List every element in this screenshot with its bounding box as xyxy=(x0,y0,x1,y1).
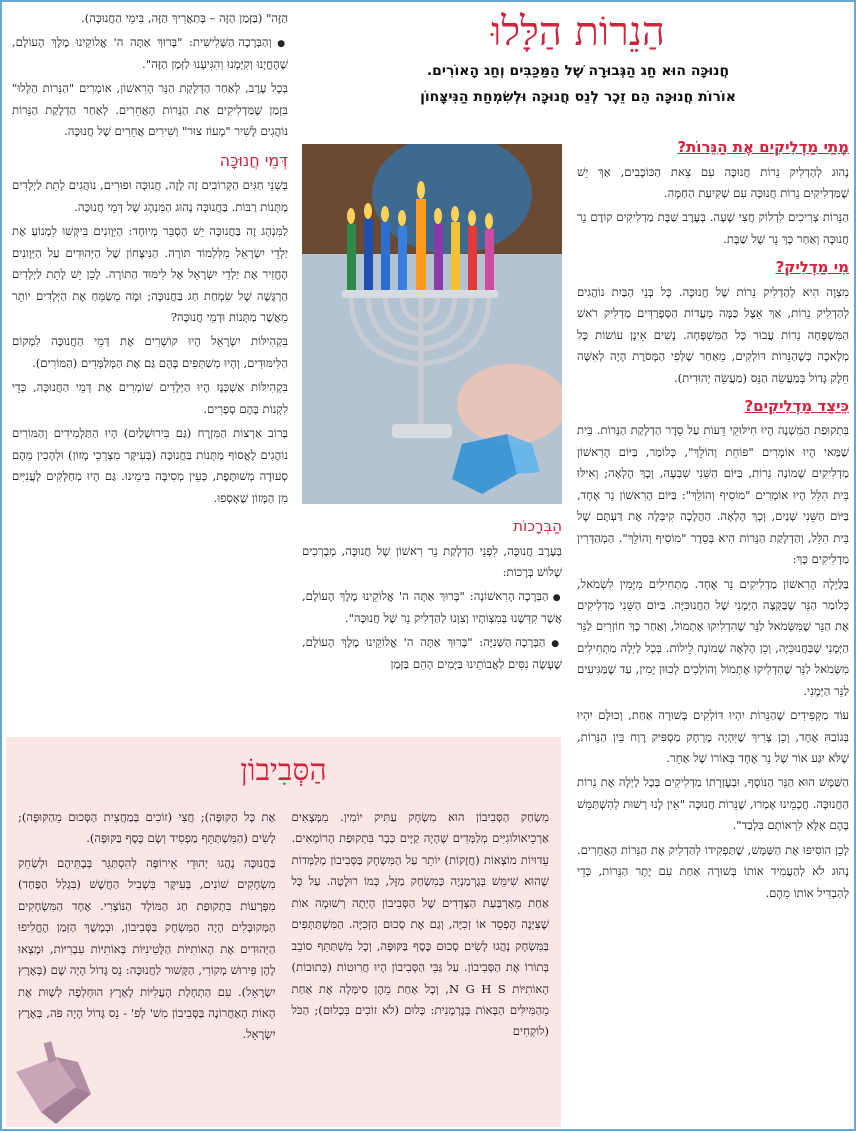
how-paragraph-3: עוֹד מַקְפִּידִים שֶׁהַנֵּרוֹת יִהְיוּ דּוֹלְקִים בְּשׁוּרָה אַחַת, וְכוּלָּם יִהְיוּ בְּגוֹבַהּ אֶחָד, וְכֵן צָרִיךְ שֶׁיִּהְיֶה מֶרְחָק מַסְפִּיק רֶוַח בֵּין הַנֵּרוֹת, שֶׁלֹּא יִגַּע אוֹר שֶׁל נֵר אֶחָד בְּאוֹרוֹ שֶׁל אַחֵר. xyxy=(577,708,849,765)
menorah-photo xyxy=(302,144,562,504)
blessings-after: בְּכָל עֶרֶב, לְאַחַר הַדְלָקַת הַנֵּר הָרִאשׁוֹן, אוֹמְרִים "הַנֵּרוֹת הַלָּלוּ" בִּזְמַן שֶׁמַּדְלִיקִים אֶת הַנֵּרוֹת הָאֲחֵרִים. לְאַחַר הַדְלָקַת הַנֵּרוֹת נוֹהֲגִים לָשִׁיר "מָעוֹז צוּר" וְשִׁירִים אֲחֵרִים שֶׁל חֲנוּכָּה. xyxy=(12,81,288,139)
blessing-2-continued: הַזֶּה" (בַּזְּמַן הַזֶּה – בְּתַאֲרִיךְ הַזֶּה, בִּימֵי הַחֲנוּכָּה). xyxy=(81,11,288,25)
how-paragraph-5: לָכֵן הוֹסִיפוּ אֶת הַשַּׁמָּשׁ, שֶׁתַּפְקִידוֹ לְהַדְלִיק אֶת הַנֵּרוֹת הָאֲחֵרִים. נָהוּג לֹא לְהַעֲמִיד אוֹתוֹ בְּשׁוּרָה אַחַת עִם יֶתֶר הַנֵּרוֹת, כְּדֵי לְהַבְדִּיל אוֹתוֹ מֵהֶם. xyxy=(577,842,849,900)
gelt-paragraph-5: בְּרוֹב אַרְצוֹת הַמִּזְרָח (גַּם בִּירוּשָׁלַיִם) הָיוּ הַתַּלְמִידִים וְהַמּוֹרִים נוֹהֲגִים לֶאֱסוֹף מַתָּנוֹת בַּחֲנוּכָּה (בְּעִיקָּר מִצְרְכֵי מָזוֹן) וּלְהָכִין מֵהֶם סְעוּדָה מְשׁוּתֶּפֶת, כְּעֵין מְסִיבָּה בִּימֵינוּ. גַּם הָיוּ מְחַלְּקִים לָעֲנִיִּים מִן הַמָּזוֹן שֶׁאָסְפוּ. xyxy=(12,426,288,505)
title-block xyxy=(302,8,854,109)
dreidel-box xyxy=(6,737,561,1127)
subtitle-line-1: חֲנוּכָּה הוּא חַג הַגְּבוּרָה שֶׁל הַמַּכַּבִּים וְחַג הָאוֹרִים. xyxy=(426,63,730,79)
gelt-paragraph-1: בְּשְׁנֵי חַגִּים הַקְּרוֹבִים זֶה לָזֶה, חֲנוּכָּה וּפוּרִים, נוֹהֲגִים לָתֵת לַיְלָדִים מַתָּנוֹת רַבּוֹת. בַּחֲנוּכָּה נָהוּג הַמִּנְהָג שֶׁל דְּמֵי חֲנוּכָּה. xyxy=(12,178,288,214)
dreidel-paragraph-2: אֶת כָּל הַקּוּפָּה); חֲצִי (זוֹכִים בְּמַחֲצִית הַסְּכוּם מֵהַקּוּפָּה); לָשִׂים (הַמִּשְׁתַּתֵּף מַפְסִיד וְשָׂם כֶּסֶף בַּקּוּפָּה). xyxy=(18,810,276,846)
subtitle-line-2: אוֹרוֹת חֲנוּכָּה הֵם זֵכֶר לְנֵס חֲנוּכָּה וּלְשִׂמְחַת הַנִּיצָּחוֹן xyxy=(420,89,736,106)
blessing-1: ● הַבְּרָכָה הָרִאשׁוֹנָה: "בָּרוּךְ אַתָּה ה' אֱלוֹקֵינוּ מֶלֶךְ הָעוֹלָם, אֲשֶׁר קִדְּשָׁנוּ בְּמִצְוֹתָיו וְצִוָּנוּ לְהַדְלִיק נֵר שֶׁל חֲנוּכָּה". xyxy=(302,586,562,629)
gelt-paragraph-4: בִּקְהִילּוֹת אַשְׁכְּנָז הָיוּ הַיְּלָדִים שׁוֹמְרִים אֶת דְּמֵי הַחֲנוּכָּה, כְּדֵי לִקְנוֹת בָּהֶם סְפָרִים. xyxy=(12,380,288,416)
how-paragraph-2: בַּלַּיְלָה הָרִאשׁוֹן מַדְלִיקִים נֵר אֶחָד. מַתְחִילִים מִיָּמִין לִשְׂמֹאל, כְּלוֹמַר הַנֵּר שֶׁבַּקְּצָה הַיְּמָנִי שֶׁל הַחֲנוּכִּיָּה. בַּיּוֹם הַשֵּׁנִי מַדְלִיקִים אֶת הַנֵּר שֶׁמִּשְּׂמֹאל לַנֵּר שֶׁהִדְלִיקוּ אֶתְמוֹל, וְאַחַר כָּךְ חוֹזְרִים לַנֵּר הַיְּמָנִי שֶׁבַּחֲנוּכִּיָּה, וְכֵן הָלְאָה שְׁמוֹנָה לֵילוֹת. בְּכָל לַיְלָה מַתְחִילִים מִשְּׂמֹאל לַנֵּר שֶׁהִדְלִיקוּ אֶתְמוֹל וְהוֹלְכִים לְכִוּוּן יָמִין, עַד שֶׁמַּגִּיעִים לַנֵּר הַיְּמָנִי. xyxy=(577,576,849,698)
when-paragraph-2: הַנֵּרוֹת צְרִיכִים לִדְלוֹק חֲצִי שָׁעָה. בְּעֶרֶב שַׁבָּת מַדְלִיקִים קוֹדֶם נֵר חֲנוּכָּה וְאַחַר כָּךְ נֵר שֶׁל שַׁבָּת. xyxy=(577,210,849,246)
menorah-illustration xyxy=(302,144,562,504)
dreidel-paragraph-1: מִשְׂחַק הַסְּבִיבוֹן הוּא מִשְׂחָק עַתִּיק יוֹמִין. מִמְּצָאִים אַרְכֵיאוֹלוֹגִיִּים מְלַמְּדִים שֶׁהָיָה קַיָּים כְּבָר בִּתְקוּפַת הָרוֹמָאִים. עֵדוּיוֹת מוֹצְאוֹת (חֲזָקוֹת) יוֹתֵר עַל הַמִּשְׂחָק בַּסְּבִיבוֹן מְלַמְּדוֹת שֶׁהוּא שִׁימֵּשׁ בְּגֶרְמַנְיָה כְּמִשְׂחַק מַזָּל, כְּמוֹ רוּלֶטָה. עַל כָּל אַחַת מֵאַרְבַּעַת הַצְּדָדִים שֶׁל הַסְּבִיבוֹן הָיְתָה רְשׁוּמָה אוֹת שֶׁצִּיְּנָה הֶפְסֵד אוֹ זְכִיָּה, וְגַם אֶת סְכוּם הַזְּכִיָּה. הַמִּשְׁתַּתְּפִים בַּמִּשְׂחָק נָהֲגוּ לָשִׂים סְכוּם כֶּסֶף בַּקּוּפָּה, וְכָל מִשְׁתַּתֵּף סוֹבֵב בְּתוֹרוֹ אֶת הַסְּבִיבוֹן. עַל גַּבֵּי הַסְּבִיבוֹן הָיוּ חֲרוּטוֹת (כְּתוּבוֹת) הָאוֹתִיּוֹת N G H S, וְכָל אַחַת מֵהֶן סִימְּלָה אֶת אַחַת מֵהַמִּילִּים הַבָּאוֹת בְּגֶרְמָנִית: כְּלוּם (לֹא זוֹכִים בִּכְלוּם); הַכֹּל (לוֹקְחִים xyxy=(291,810,550,1039)
who-paragraph-1: מִצְוָה הִיא לְהַדְלִיק נֵרוֹת שֶׁל חֲנוּכָּה. כָּל בְּנֵי הַבַּיִת נוֹהֲגִים לְהַדְלִיק נֵרוֹת, אַךְ אֵצֶל כַּמָּה מֵעֲדוֹת הַסְּפָרַדִּים מַדְלִיק רֹאשׁ הַמִּשְׁפָּחָה נֵרוֹת עֲבוּר כָּל הַמִּשְׁפָּחָה. נָשִׁים אֵינָן עוֹשׂוֹת כָּל מְלָאכָה כְּשֶׁהַנֵּרוֹת דּוֹלְקִים, מֵאַחַר שֶׁלְּפִי הַמָּסֹרֶת הָיָה לְאִשָּׁה חֵלֶק גָּדוֹל בְּמַעֲשֵׂה הַנֵּס (מַעֲשֵׂה יְהוּדִית). xyxy=(577,284,849,385)
how-paragraph-4: הַשַּׁמָּשׁ הוּא הַנֵּר הַנּוֹסָף, וּבְעֶזְרָתוֹ מַדְלִיקִים בְּכָל לַיְלָה אֶת נֵרוֹת הַחֲנוּכָּה. חֲכָמֵינוּ אָמְרוּ, שֶׁנֵּרוֹת חֲנוּכָּה "אֵין לָנוּ רְשׁוּת לְהִשְׁתַּמֵּשׁ בָּהֶם אֶלָּא לִרְאוֹתָם בִּלְבַד". xyxy=(577,775,849,833)
blessings-intro: בְּעֶרֶב חֲנוּכָּה, לִפְנֵי הַדְלָקַת נֵר רִאשׁוֹן שֶׁל חֲנוּכָּה, מְבָרְכִים שָׁלוֹשׁ בְּרָכוֹת: xyxy=(302,543,562,579)
how-heading: כֵּיצַד מַדְלִיקִים? xyxy=(744,396,849,415)
dreidel-paragraph-3: בַּחֲנוּכָּה נָהֲגוּ יְהוּדֵי אֵירוֹפָּה לְהִסְתַּגֵּר בְּבָתֵּיהֶם וּלְשַׂחֵק מִשְׂחָקִים שׁוֹנִים, בְּעִיקָּר בִּשְׁבִיל הַחֲשָׁשׁ (בִּגְלַל הַפַּחַד) מִפְּרָעוֹת בִּתְקוּפַת חַג הַמּוֹלָד הַנּוֹצְרִי. אֶחָד הַמִּשְׂחָקִים הַמְּקוּבָּלִים הָיָה הַמִּשְׂחָק בַּסְּבִיבוֹן, וּבְמֶשֶׁךְ הַזְּמַן הֶחֱלִיפוּ הַיְּהוּדִים אֶת הָאוֹתִיּוֹת הַלָּטִינִיּוֹת בְּאוֹתִיּוֹת עִבְרִיּוֹת, וּמָצְאוּ לָהֶן פֵּירוּשׁ מְקוֹרִי, הַקָּשׁוּר לַחֲנוּכָּה: נֵס גָּדוֹל הָיָה שָׁם (בְּאֶרֶץ יִשְׂרָאֵל). עִם הַתְחָלַת הָעֲלִיּוֹת לָאָרֶץ הוּחְלְפָה לַשְׁוּת אֶת הָאוֹת הָאַחֲרוֹנָה בַּסְּבִיבוֹן מִשׁ' לְפ' - נֵס גָּדוֹל הָיָה פֹּה, בְּאֶרֶץ יִשְׂרָאֵל. xyxy=(18,855,276,1042)
dreidel-heading: הַסְּבִיבוֹן xyxy=(240,753,327,788)
how-paragraph-1: בִּתְקוּפַת הַמִּשְׁנָה הָיוּ חִילּוּקֵי דֵּעוֹת עַל סֵדֶר הַדְלָקַת הַנֵּרוֹת. בֵּית שַׁמַּאי הָיוּ אוֹמְרִים "פּוֹחֵת וְהוֹלֵךְ", כְּלוֹמַר, בַּיּוֹם הָרִאשׁוֹן מַדְלִיקִים שְׁמוֹנָה נֵרוֹת, בַּיּוֹם הַשֵּׁנִי שִׁבְעָה, וְכָךְ הָלְאָה; וְאִילּוּ בֵּית הִלֵּל הָיוּ אוֹמְרִים "מוֹסִיף וְהוֹלֵךְ": בַּיּוֹם הָרִאשׁוֹן נֵר אֶחָד, בַּיּוֹם הַשֵּׁנִי שְׁנַיִם, וְכָךְ הָלְאָה. הַהֲלָכָה קִיבְּלָה אֶת דַּעְתָּם שֶׁל בֵּית הִלֵּל, וְהַדְלָקַת הַנֵּרוֹת הִיא בְּסֵדֶר "מוֹסִיף וְהוֹלֵךְ". הַמְהַדְּרִין מַדְלִיקִים כָּךְ: xyxy=(577,423,849,567)
gelt-paragraph-3: בִּקְהִילּוֹת יִשְׂרָאֵל הָיוּ קוֹשְׁרִים אֶת דְּמֵי הַחֲנוּכָּה לִמְקוֹם הַלִּימּוּדִים, וְהָיוּ מְשַׁתְּפִים בָּהֶם גַּם אֶת הַמְּלַמְּדִים (הַמּוֹרִים). xyxy=(12,334,288,370)
gelt-heading: דְּמֵי חֲנוּכָּה xyxy=(219,150,288,170)
center-column xyxy=(302,517,562,678)
right-column xyxy=(577,130,849,907)
blessing-2: ● הַבְּרָכָה הַשְּׁנִיָּה: "בָּרוּךְ אַתָּה ה' אֱלוֹקֵינוּ מֶלֶךְ הָעוֹלָם, שֶׁעָשָׂה נִסִּים לַאֲבוֹתֵינוּ בַּיָּמִים הָהֵם בַּזְּמַן xyxy=(302,632,562,675)
left-column xyxy=(12,8,288,512)
when-heading: מָתַי מַדְלִיקִים אֶת הַנֵּרוֹת? xyxy=(677,138,849,156)
dreidel-column-left xyxy=(18,807,276,1049)
dreidel-icon xyxy=(6,1032,96,1127)
blessing-3: ● וְהַבְּרָכָה הַשְּׁלִישִׁית: "בָּרוּךְ אַתָּה ה' אֱלוֹקֵינוּ מֶלֶךְ הָעוֹלָם, שֶׁהֶחֱיָנוּ וְקִיְּמָנוּ וְהִגִּיעָנוּ לַזְּמַן הַזֶּה". xyxy=(12,32,288,75)
blessings-heading: הַבְּרָכוֹת xyxy=(513,517,562,535)
dreidel-columns xyxy=(18,807,549,1049)
page-title: הַנֵרוֹת הַלָּלוּ xyxy=(491,9,665,55)
who-heading: מִי מַדְלִיק? xyxy=(775,258,849,277)
dreidel-column-right xyxy=(292,807,550,1049)
gelt-paragraph-2: לַמִּנְהָג זֶה בַּחֲנוּכָּה יֵשׁ הֶסְבֵּר מְיוּחָד: הַיְּוָונִים בִּיקְּשׁוּ לִמְנוֹעַ אֶת יַלְדֵי יִשְׂרָאֵל מִלִּלְמוֹד תּוֹרָה. הַנִּיצָּחוֹן שֶׁל הַיְּהוּדִים עַל הַיְּוָונִים הֶחֱזִיר אֶת יַלְדֵי יִשְׂרָאֵל אֶל לִימּוּד הַתּוֹרָה. לָכֵן יֵשׁ לָתֵת לַיְלָדִים הַרְגָּשָׁה שֶׁל שִׂמְחַת חַג בַּחֲנוּכָּה; וּמָה מְשַׂמֵּחַ אֶת הַיְּלָדִים יוֹתֵר מֵאֲשֶׁר מַתָּנוֹת וּדְמֵי חֲנוּכָּה? xyxy=(12,224,288,325)
when-paragraph-1: נָהוּג לְהַדְלִיק נֵרוֹת חֲנוּכָּה עִם צֵאת הַכּוֹכָבִים, אַךְ יֵשׁ שֶׁמַּדְלִיקִים נֵרוֹת חֲנוּכָּה עִם שְׁקִיעַת הַחַמָּה. xyxy=(577,164,849,200)
